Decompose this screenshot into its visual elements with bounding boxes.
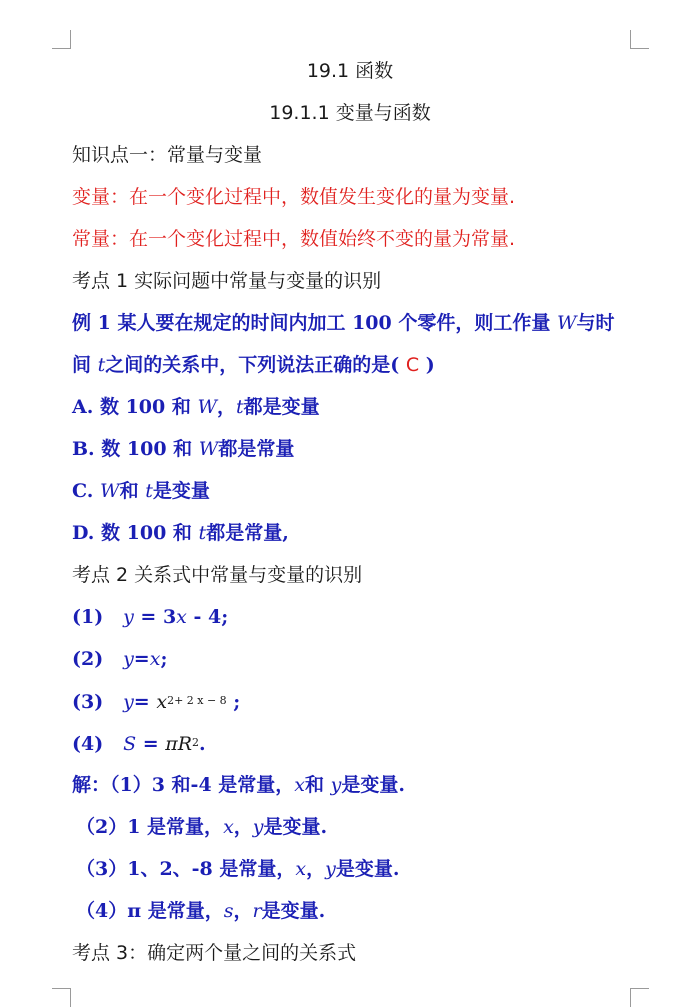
math-variable: y bbox=[252, 816, 264, 838]
exponent: 2 bbox=[192, 736, 200, 749]
corner-mark-top-left bbox=[52, 30, 71, 49]
formula-text: + 2 x − 8 bbox=[174, 694, 227, 707]
option-text: A. 数 100 和 bbox=[72, 396, 198, 418]
example-text: 例 1 某人要在规定的时间内加工 100 个零件，则工作量 bbox=[72, 312, 557, 334]
formula-1 bbox=[72, 604, 660, 630]
solution-text: ， bbox=[306, 858, 326, 880]
knowledge-point-heading: 知识点一：常量与变量 bbox=[72, 144, 263, 166]
formula-text: = bbox=[133, 691, 157, 713]
solution-2 bbox=[76, 814, 660, 840]
option-d bbox=[72, 520, 660, 546]
solution-4 bbox=[76, 898, 660, 924]
math-variable: S bbox=[123, 733, 137, 755]
math-variable: x bbox=[149, 648, 161, 670]
solution-text: （4）π 是常量， bbox=[76, 900, 224, 922]
formula-number: (3) bbox=[72, 691, 104, 713]
example-1-line-2 bbox=[72, 352, 660, 378]
answer-letter: C bbox=[405, 354, 420, 376]
exponent: 2 bbox=[167, 694, 175, 707]
option-c bbox=[72, 478, 660, 504]
formula-text: . bbox=[199, 733, 206, 755]
example-text: 间 bbox=[72, 354, 98, 376]
math-variable: x bbox=[294, 774, 305, 796]
solution-text: ， bbox=[233, 900, 253, 922]
topic-3-heading: 考点 3：确定两个量之间的关系式 bbox=[72, 942, 357, 964]
math-variable: y bbox=[123, 648, 134, 670]
example-1-line-1 bbox=[72, 310, 660, 336]
solution-text: 是变量. bbox=[335, 858, 400, 880]
option-text: 和 bbox=[119, 480, 146, 502]
math-variable: W bbox=[100, 480, 120, 502]
topic-2-heading: 考点 2 关系式中常量与变量的识别 bbox=[72, 564, 363, 586]
math-variable: W bbox=[556, 312, 577, 334]
math-variable: x bbox=[223, 816, 234, 838]
math-variable: y bbox=[330, 774, 342, 796]
math-variable: y bbox=[123, 606, 134, 628]
formula-number: (1) bbox=[72, 606, 104, 628]
math-variable: y bbox=[123, 691, 134, 713]
solution-1 bbox=[72, 772, 660, 798]
solution-3 bbox=[76, 856, 660, 882]
corner-mark-top-right bbox=[630, 30, 649, 49]
option-text: ， bbox=[217, 396, 237, 418]
math-variable: πR bbox=[165, 733, 193, 755]
corner-mark-bottom-left bbox=[52, 988, 71, 1007]
formula-number: (4) bbox=[72, 733, 104, 755]
topic-1-heading: 考点 1 实际问题中常量与变量的识别 bbox=[72, 270, 382, 292]
formula-2 bbox=[72, 646, 660, 672]
option-text: B. 数 100 和 bbox=[72, 438, 199, 460]
option-text: 是变量 bbox=[152, 480, 210, 502]
formula-number: (2) bbox=[72, 648, 104, 670]
solution-text: 是变量. bbox=[341, 774, 405, 796]
option-text: 都是常量, bbox=[206, 522, 289, 544]
math-variable: t bbox=[198, 522, 207, 544]
example-text: 与时 bbox=[576, 312, 615, 334]
math-variable: y bbox=[325, 858, 336, 880]
math-variable: W bbox=[198, 438, 219, 460]
option-a bbox=[72, 394, 660, 420]
page-title: 19.1 函数 bbox=[306, 60, 394, 82]
solution-text: 是变量. bbox=[263, 816, 328, 838]
formula-3 bbox=[72, 688, 660, 715]
math-variable: W bbox=[197, 396, 218, 418]
math-variable: t bbox=[97, 354, 106, 376]
option-b bbox=[72, 436, 660, 462]
math-variable: t bbox=[236, 396, 244, 418]
formula-text: ; bbox=[226, 691, 241, 713]
option-text: D. 数 100 和 bbox=[72, 522, 199, 544]
formula-4 bbox=[72, 730, 660, 757]
solution-text: （2）1 是常量， bbox=[76, 816, 224, 838]
formula-text: - 4; bbox=[186, 606, 229, 628]
formula-text: = 3 bbox=[133, 606, 177, 628]
solution-text: ， bbox=[233, 816, 253, 838]
page-subtitle: 19.1.1 变量与函数 bbox=[269, 102, 431, 124]
math-variable: x bbox=[176, 606, 187, 628]
math-variable: s bbox=[223, 900, 234, 922]
math-variable: x bbox=[295, 858, 307, 880]
formula-text: = bbox=[133, 648, 150, 670]
option-text: C. bbox=[72, 480, 101, 502]
example-text: 之间的关系中，下列说法正确的是( bbox=[105, 354, 406, 376]
solution-text: 是变量. bbox=[261, 900, 326, 922]
math-variable: t bbox=[145, 480, 153, 502]
formula-text: ; bbox=[160, 648, 168, 670]
definition-variable: 变量：在一个变化过程中，数值发生变化的量为变量. bbox=[72, 186, 516, 208]
math-variable: x bbox=[156, 691, 168, 713]
option-text: 都是常量 bbox=[218, 438, 295, 460]
solution-text: 解：（1）3 和-4 是常量， bbox=[72, 774, 295, 796]
definition-constant: 常量：在一个变化过程中，数值始终不变的量为常量. bbox=[72, 228, 516, 250]
solution-text: （3）1、2、-8 是常量， bbox=[76, 858, 296, 880]
example-text: ) bbox=[419, 354, 435, 376]
formula-text: = bbox=[136, 733, 166, 755]
corner-mark-bottom-right bbox=[630, 988, 649, 1007]
option-text: 都是变量 bbox=[243, 396, 320, 418]
math-variable: r bbox=[252, 900, 262, 922]
solution-text: 和 bbox=[305, 774, 331, 796]
